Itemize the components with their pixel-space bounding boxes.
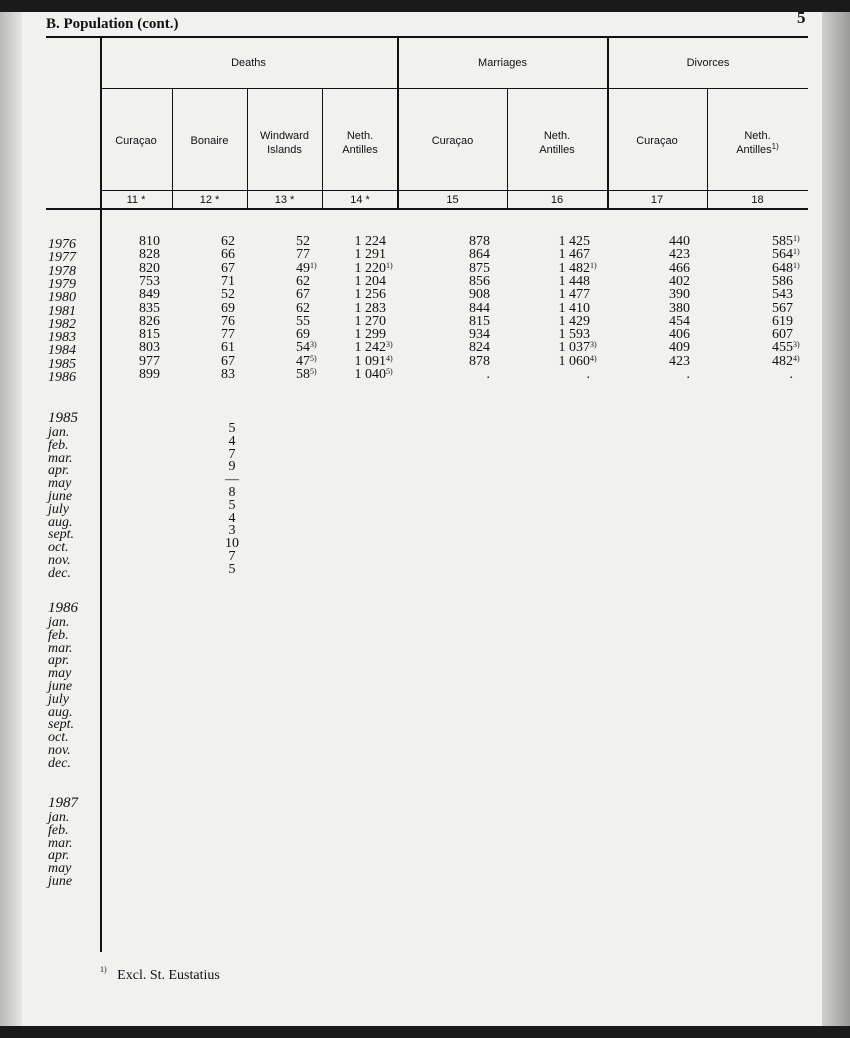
table-cell: [469, 288, 490, 301]
row-month: aug.: [48, 704, 73, 720]
row-year: 1984: [48, 343, 76, 359]
table-cell: [669, 355, 690, 368]
table-cell: [469, 248, 490, 261]
table-cell: [587, 368, 591, 381]
book-binding: [0, 12, 22, 1026]
table-cell: [772, 288, 793, 301]
column-label: Islands: [267, 144, 302, 156]
column-header: [247, 129, 322, 157]
row-month: oct.: [48, 730, 69, 746]
column-number: 12 *: [199, 194, 220, 206]
cell-value: 878: [469, 234, 490, 249]
row-month: may: [48, 476, 72, 492]
cell-value: 1 477: [558, 287, 590, 303]
cell-value: 1 040: [354, 367, 386, 382]
table-cell: [559, 262, 591, 275]
cell-value: 1 242: [354, 340, 386, 356]
cell-value: 67: [221, 260, 235, 276]
table-cell: 7: [228, 446, 236, 462]
column-label: Bonaire: [190, 135, 229, 147]
table-cell: [221, 328, 235, 341]
row-year: 1977: [48, 250, 76, 266]
cell-value: 828: [139, 247, 160, 263]
table-cell: [355, 248, 387, 261]
cell-value: 878: [469, 353, 490, 369]
table-cell: 5: [228, 561, 236, 577]
cell-value: 1 429: [558, 313, 590, 329]
table-cell: [355, 315, 387, 328]
row-month: jan.: [48, 425, 70, 440]
cell-value: 849: [139, 287, 160, 303]
row-month: jan.: [48, 615, 70, 630]
row-month: feb.: [48, 437, 69, 453]
cell-value: 466: [669, 260, 690, 276]
cell-value: 1 060: [558, 353, 590, 369]
table-cell: [559, 341, 591, 354]
table-cell: [469, 355, 490, 368]
column-label: Neth.: [744, 130, 771, 142]
cell-value: 1 270: [354, 313, 386, 329]
cell-value: 406: [669, 327, 690, 343]
table-cell: [669, 235, 690, 248]
footnote-mark: 1): [100, 965, 107, 974]
cell-value: 67: [296, 287, 310, 303]
table-cell: [139, 235, 160, 248]
column-label: Antilles$^{1)}$: [736, 142, 779, 156]
table-cell: [772, 262, 793, 275]
cell-value: 66: [221, 247, 235, 263]
cell-value: 67: [221, 353, 235, 369]
table-cell: [139, 262, 160, 275]
table-cell: 9: [228, 459, 236, 475]
cell-value: 76: [221, 313, 235, 329]
cell-value: 77: [296, 247, 310, 263]
cell-value: 1 425: [558, 234, 590, 249]
cell-value: 380: [669, 300, 690, 316]
table-cell: [139, 288, 160, 301]
cell-value: 1 256: [354, 287, 386, 303]
table-cell: [469, 275, 490, 288]
table-cell: [772, 328, 793, 341]
month-block-year: 1987: [48, 795, 78, 811]
cell-value: 753: [139, 273, 160, 289]
table-cell: [469, 341, 490, 354]
cell-value: 820: [139, 260, 160, 276]
table-cell: [772, 355, 793, 368]
table-cell: [487, 368, 491, 381]
table-cell: [469, 262, 490, 275]
table-cell: [221, 262, 235, 275]
row-month: apr.: [48, 653, 70, 669]
cell-value: 844: [469, 300, 490, 316]
row-month: nov.: [48, 743, 71, 758]
table-cell: [355, 355, 387, 368]
table-cell: [139, 355, 160, 368]
row-month: june: [48, 874, 73, 889]
table-cell: 10: [225, 536, 239, 552]
row-month: mar.: [48, 640, 73, 656]
row-month: sept.: [48, 527, 75, 543]
table-cell: [296, 235, 310, 248]
document-page: [0, 12, 822, 1026]
row-month: may: [48, 861, 72, 877]
table-cell: [296, 341, 310, 354]
table-cell: [355, 288, 387, 301]
table-cell: —: [225, 472, 239, 488]
table-cell: 8: [228, 485, 236, 500]
cell-value: 803: [139, 340, 160, 356]
cell-value: 585: [772, 234, 793, 249]
cell-value: 55: [296, 313, 310, 329]
table-cell: [559, 328, 591, 341]
cell-value: 648: [772, 260, 793, 276]
cell-value: 52: [221, 287, 235, 303]
group-divorces: Divorces: [686, 57, 730, 69]
cell-value: 977: [139, 353, 160, 369]
page-number: 5: [797, 8, 806, 27]
table-cell: [355, 275, 387, 288]
row-year: 1981: [48, 303, 76, 319]
section-title: B. Population (cont.): [46, 16, 179, 32]
cell-value: 1 224: [354, 234, 386, 249]
table-cell: [139, 315, 160, 328]
cell-value: 1 593: [558, 327, 590, 343]
cell-value: 423: [669, 247, 690, 263]
table-cell: [139, 368, 160, 381]
cell-value: 423: [669, 353, 690, 369]
cell-value: 402: [669, 273, 690, 289]
row-month: sept.: [48, 717, 75, 733]
column-header: [100, 134, 172, 148]
cell-value: 440: [669, 234, 690, 249]
table-cell: [687, 368, 691, 381]
cell-value: 409: [669, 340, 690, 356]
table-cell: [139, 328, 160, 341]
column-number: 18: [751, 194, 764, 206]
cell-value: 1 037: [558, 340, 590, 356]
table-cell: [221, 275, 235, 288]
table-cell: [669, 288, 690, 301]
group-rule: [100, 88, 808, 89]
table-cell: [355, 341, 387, 354]
row-year: 1978: [48, 263, 76, 279]
cell-value: 455: [772, 340, 793, 356]
table-cell: [296, 315, 310, 328]
row-month: july: [48, 501, 69, 517]
table-cell: [772, 302, 793, 315]
column-header: [607, 134, 707, 148]
row-month: may: [48, 666, 72, 682]
cell-value: 815: [139, 327, 160, 343]
cell-value: 875: [469, 260, 490, 276]
month-block-year: 1985: [48, 410, 78, 426]
cell-value: 454: [669, 313, 690, 329]
cell-value: 864: [469, 247, 490, 263]
column-number: 11 *: [126, 194, 146, 206]
table-cell: 5: [228, 497, 236, 513]
cell-value: 62: [221, 234, 235, 249]
row-year: 1979: [48, 276, 76, 292]
table-cell: [355, 262, 387, 275]
table-cell: [772, 341, 793, 354]
row-month: aug.: [48, 514, 73, 530]
table-cell: [669, 275, 690, 288]
table-cell: [221, 368, 235, 381]
cell-value: 1 410: [558, 300, 590, 316]
table-cell: [221, 288, 235, 301]
cell-value: 1 204: [354, 273, 386, 289]
cell-value: 619: [772, 313, 793, 329]
table-cell: 5: [228, 421, 236, 436]
cell-value: 826: [139, 313, 160, 329]
table-cell: [355, 302, 387, 315]
table-cell: [559, 235, 591, 248]
table-cell: 3: [228, 523, 236, 539]
table-cell: [296, 355, 310, 368]
table-cell: [221, 248, 235, 261]
cell-value: .: [586, 367, 590, 382]
header-rule: [100, 190, 808, 191]
column-label: Antilles: [539, 144, 575, 156]
cell-value: 1 091: [354, 353, 386, 369]
column-label: Neth.: [346, 130, 374, 142]
row-month: july: [48, 691, 69, 707]
table-cell: [221, 315, 235, 328]
column-label: Windward: [260, 130, 309, 142]
row-year: 1986: [48, 370, 76, 385]
cell-value: 1 291: [354, 247, 386, 263]
cell-value: 1 482: [558, 260, 590, 276]
cell-value: 586: [772, 273, 793, 289]
group-marriages: Marriages: [478, 57, 527, 69]
cell-value: 934: [469, 327, 490, 343]
row-year: 1982: [48, 316, 76, 332]
cell-value: 83: [221, 367, 235, 382]
cell-value: 607: [772, 327, 793, 343]
table-cell: 4: [228, 510, 236, 526]
stub-divider: [100, 37, 102, 952]
table-cell: [355, 368, 387, 381]
table-cell: [355, 235, 387, 248]
column-label: Neth.: [543, 130, 571, 142]
column-number: 13 *: [274, 194, 295, 206]
table-cell: [669, 262, 690, 275]
cell-value: 564: [772, 247, 793, 263]
table-cell: [139, 302, 160, 315]
table-cell: [469, 302, 490, 315]
table-cell: [790, 368, 794, 381]
cell-value: 71: [221, 273, 235, 289]
cell-value: 1 299: [354, 327, 386, 343]
column-label: Curaçao: [115, 135, 157, 147]
column-header: [398, 134, 507, 148]
cell-value: .: [686, 367, 690, 382]
table-cell: [559, 288, 591, 301]
page-edge: [822, 12, 850, 1026]
cell-value: 61: [221, 340, 235, 356]
cell-value: 62: [296, 273, 310, 289]
table-cell: [221, 355, 235, 368]
row-month: feb.: [48, 822, 69, 838]
column-header: [172, 134, 247, 148]
column-header: [507, 129, 607, 157]
table-cell: [669, 248, 690, 261]
cell-value: 52: [296, 234, 310, 249]
column-label: Curaçao: [636, 135, 678, 147]
row-year: 1985: [48, 356, 76, 372]
row-month: mar.: [48, 450, 73, 466]
table-cell: 4: [228, 433, 236, 449]
column-number: 16: [550, 194, 564, 206]
cell-value: 58: [296, 367, 310, 382]
table-cell: [772, 248, 793, 261]
row-year: 1983: [48, 330, 76, 346]
table-cell: [296, 248, 310, 261]
cell-value: 69: [296, 327, 310, 343]
footnote-ref: 1): [771, 142, 779, 151]
table-cell: [469, 328, 490, 341]
table-cell: [559, 355, 591, 368]
table-cell: [469, 235, 490, 248]
cell-value: 567: [772, 300, 793, 316]
table-cell: [221, 341, 235, 354]
cell-value: 1 467: [558, 247, 590, 263]
table-cell: [559, 275, 591, 288]
table-cell: [139, 275, 160, 288]
cell-value: 69: [221, 300, 235, 316]
table-cell: [296, 328, 310, 341]
row-month: feb.: [48, 627, 69, 643]
table-cell: [221, 235, 235, 248]
cell-value: 482: [772, 353, 793, 369]
row-month: dec.: [48, 565, 71, 581]
cell-value: 543: [772, 287, 793, 303]
row-month: june: [48, 679, 73, 694]
cell-value: 1 283: [354, 300, 386, 316]
table-cell: 7: [228, 549, 236, 564]
table-cell: [669, 328, 690, 341]
table-cell: [139, 248, 160, 261]
cell-value: 62: [296, 300, 310, 316]
table-cell: [469, 315, 490, 328]
cell-value: 815: [469, 313, 490, 329]
table-cell: [669, 302, 690, 315]
table-cell: [559, 315, 591, 328]
table-cell: [221, 302, 235, 315]
table-cell: [296, 288, 310, 301]
cell-value: 824: [469, 340, 490, 356]
row-month: oct.: [48, 540, 69, 556]
table-cell: [669, 341, 690, 354]
footnote: [100, 965, 220, 984]
column-header: [322, 129, 398, 157]
table-cell: [139, 341, 160, 354]
table-cell: [669, 315, 690, 328]
top-rule: [46, 36, 808, 38]
number-rule: [46, 208, 808, 210]
table-cell: [296, 302, 310, 315]
row-month: dec.: [48, 755, 71, 771]
cell-value: 810: [139, 234, 160, 249]
table-cell: [355, 328, 387, 341]
table-cell: [296, 368, 310, 381]
column-number: 14 *: [350, 194, 370, 206]
table-cell: [559, 248, 591, 261]
column-label: Antilles: [342, 144, 378, 156]
table-cell: [772, 315, 793, 328]
row-month: mar.: [48, 835, 73, 851]
column-header: [707, 129, 808, 157]
row-month: june: [48, 489, 73, 504]
month-block-year: 1986: [48, 600, 78, 616]
column-number: 17: [650, 194, 664, 206]
cell-value: 1 220: [354, 260, 386, 276]
row-year: 1980: [48, 290, 76, 306]
table-cell: [772, 235, 793, 248]
table-cell: [296, 275, 310, 288]
cell-value: .: [486, 367, 490, 382]
row-month: apr.: [48, 463, 70, 479]
cell-value: .: [789, 367, 793, 382]
table-cell: [296, 262, 310, 275]
cell-value: 856: [469, 273, 490, 289]
cell-value: 899: [139, 367, 160, 382]
cell-value: 1 448: [558, 273, 590, 289]
cell-value: 835: [139, 300, 160, 316]
column-label: Curaçao: [431, 135, 474, 147]
column-number: 15: [446, 194, 459, 206]
row-month: apr.: [48, 848, 70, 864]
row-year: 1976: [48, 237, 76, 252]
footnote-text: Excl. St. Eustatius: [117, 968, 220, 983]
table-cell: [772, 275, 793, 288]
row-month: jan.: [48, 810, 70, 825]
cell-value: 54: [296, 340, 310, 356]
table-cell: [559, 302, 591, 315]
cell-value: 77: [221, 327, 235, 343]
cell-value: 47: [296, 353, 310, 369]
cell-value: 49: [296, 260, 310, 276]
group-deaths: Deaths: [231, 57, 266, 69]
cell-value: 908: [469, 287, 490, 303]
divider: [172, 88, 173, 208]
cell-value: 390: [669, 287, 690, 303]
row-month: nov.: [48, 553, 71, 568]
